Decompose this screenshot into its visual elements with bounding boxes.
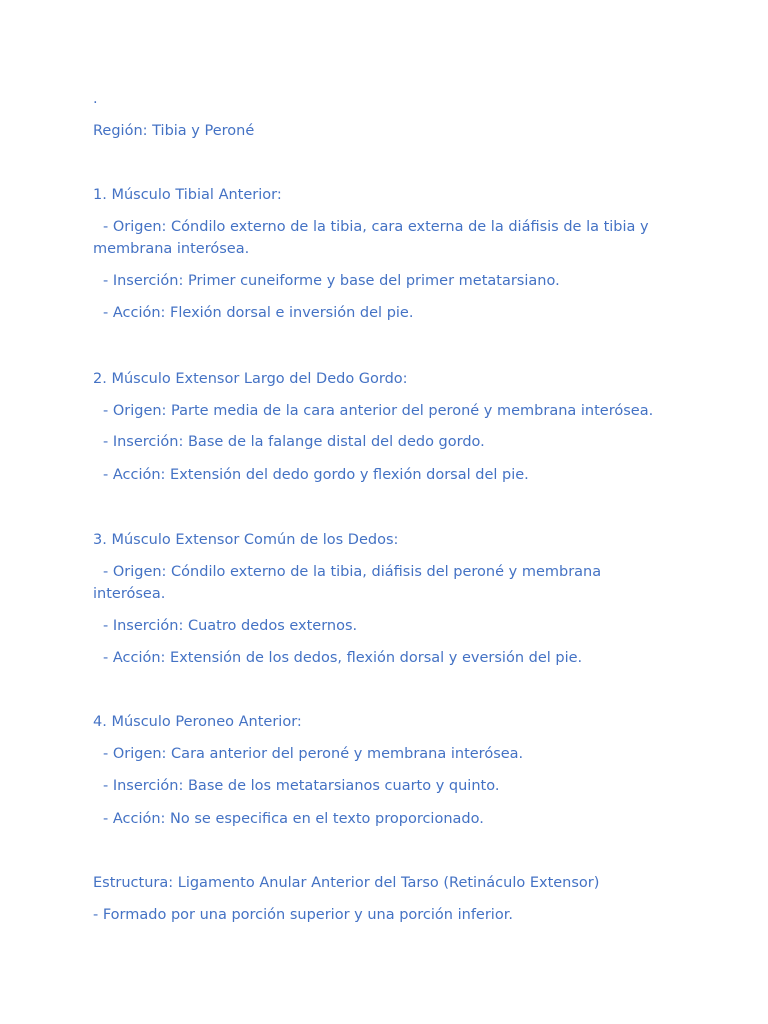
muscle-action: - Acción: No se especifica en el texto proporcionado. [103, 811, 484, 827]
muscle-action: - Acción: Flexión dorsal e inversión del pie. [103, 305, 414, 321]
muscle-origin [93, 216, 673, 260]
muscle-origin-text: - Origen: Cóndilo externo de la tibia, cara externa de la diáfisis de la tibia y membrana interósea. [93, 219, 649, 257]
muscle-action: - Acción: Extensión de los dedos, flexión dorsal y eversión del pie. [103, 650, 583, 666]
region-heading: Región: Tibia y Peroné [93, 123, 255, 139]
structure-note: - Formado por una porción superior y una porción inferior. [93, 907, 513, 923]
structure-heading: Estructura: Ligamento Anular Anterior del Tarso (Retináculo Extensor) [93, 875, 600, 891]
muscle-insertion: - Inserción: Primer cuneiforme y base del primer metatarsiano. [103, 273, 560, 289]
muscle-origin: - Origen: Parte media de la cara anterior del peroné y membrana interósea. [103, 403, 654, 419]
muscle-title: 1. Músculo Tibial Anterior: [93, 187, 282, 203]
muscle-origin [93, 561, 613, 605]
muscle-origin-text: - Origen: Cóndilo externo de la tibia, diáfisis del peroné y membrana interósea. [93, 564, 602, 602]
muscle-title: 2. Músculo Extensor Largo del Dedo Gordo: [93, 371, 408, 387]
leading-dot: . [93, 91, 98, 107]
muscle-title: 3. Músculo Extensor Común de los Dedos: [93, 532, 399, 548]
muscle-insertion: - Inserción: Cuatro dedos externos. [103, 618, 358, 634]
muscle-insertion: - Inserción: Base de la falange distal del dedo gordo. [103, 434, 485, 450]
muscle-action: - Acción: Extensión del dedo gordo y flexión dorsal del pie. [103, 467, 529, 483]
muscle-title: 4. Músculo Peroneo Anterior: [93, 714, 302, 730]
muscle-insertion: - Inserción: Base de los metatarsianos cuarto y quinto. [103, 778, 500, 794]
muscle-origin: - Origen: Cara anterior del peroné y membrana interósea. [103, 746, 524, 762]
